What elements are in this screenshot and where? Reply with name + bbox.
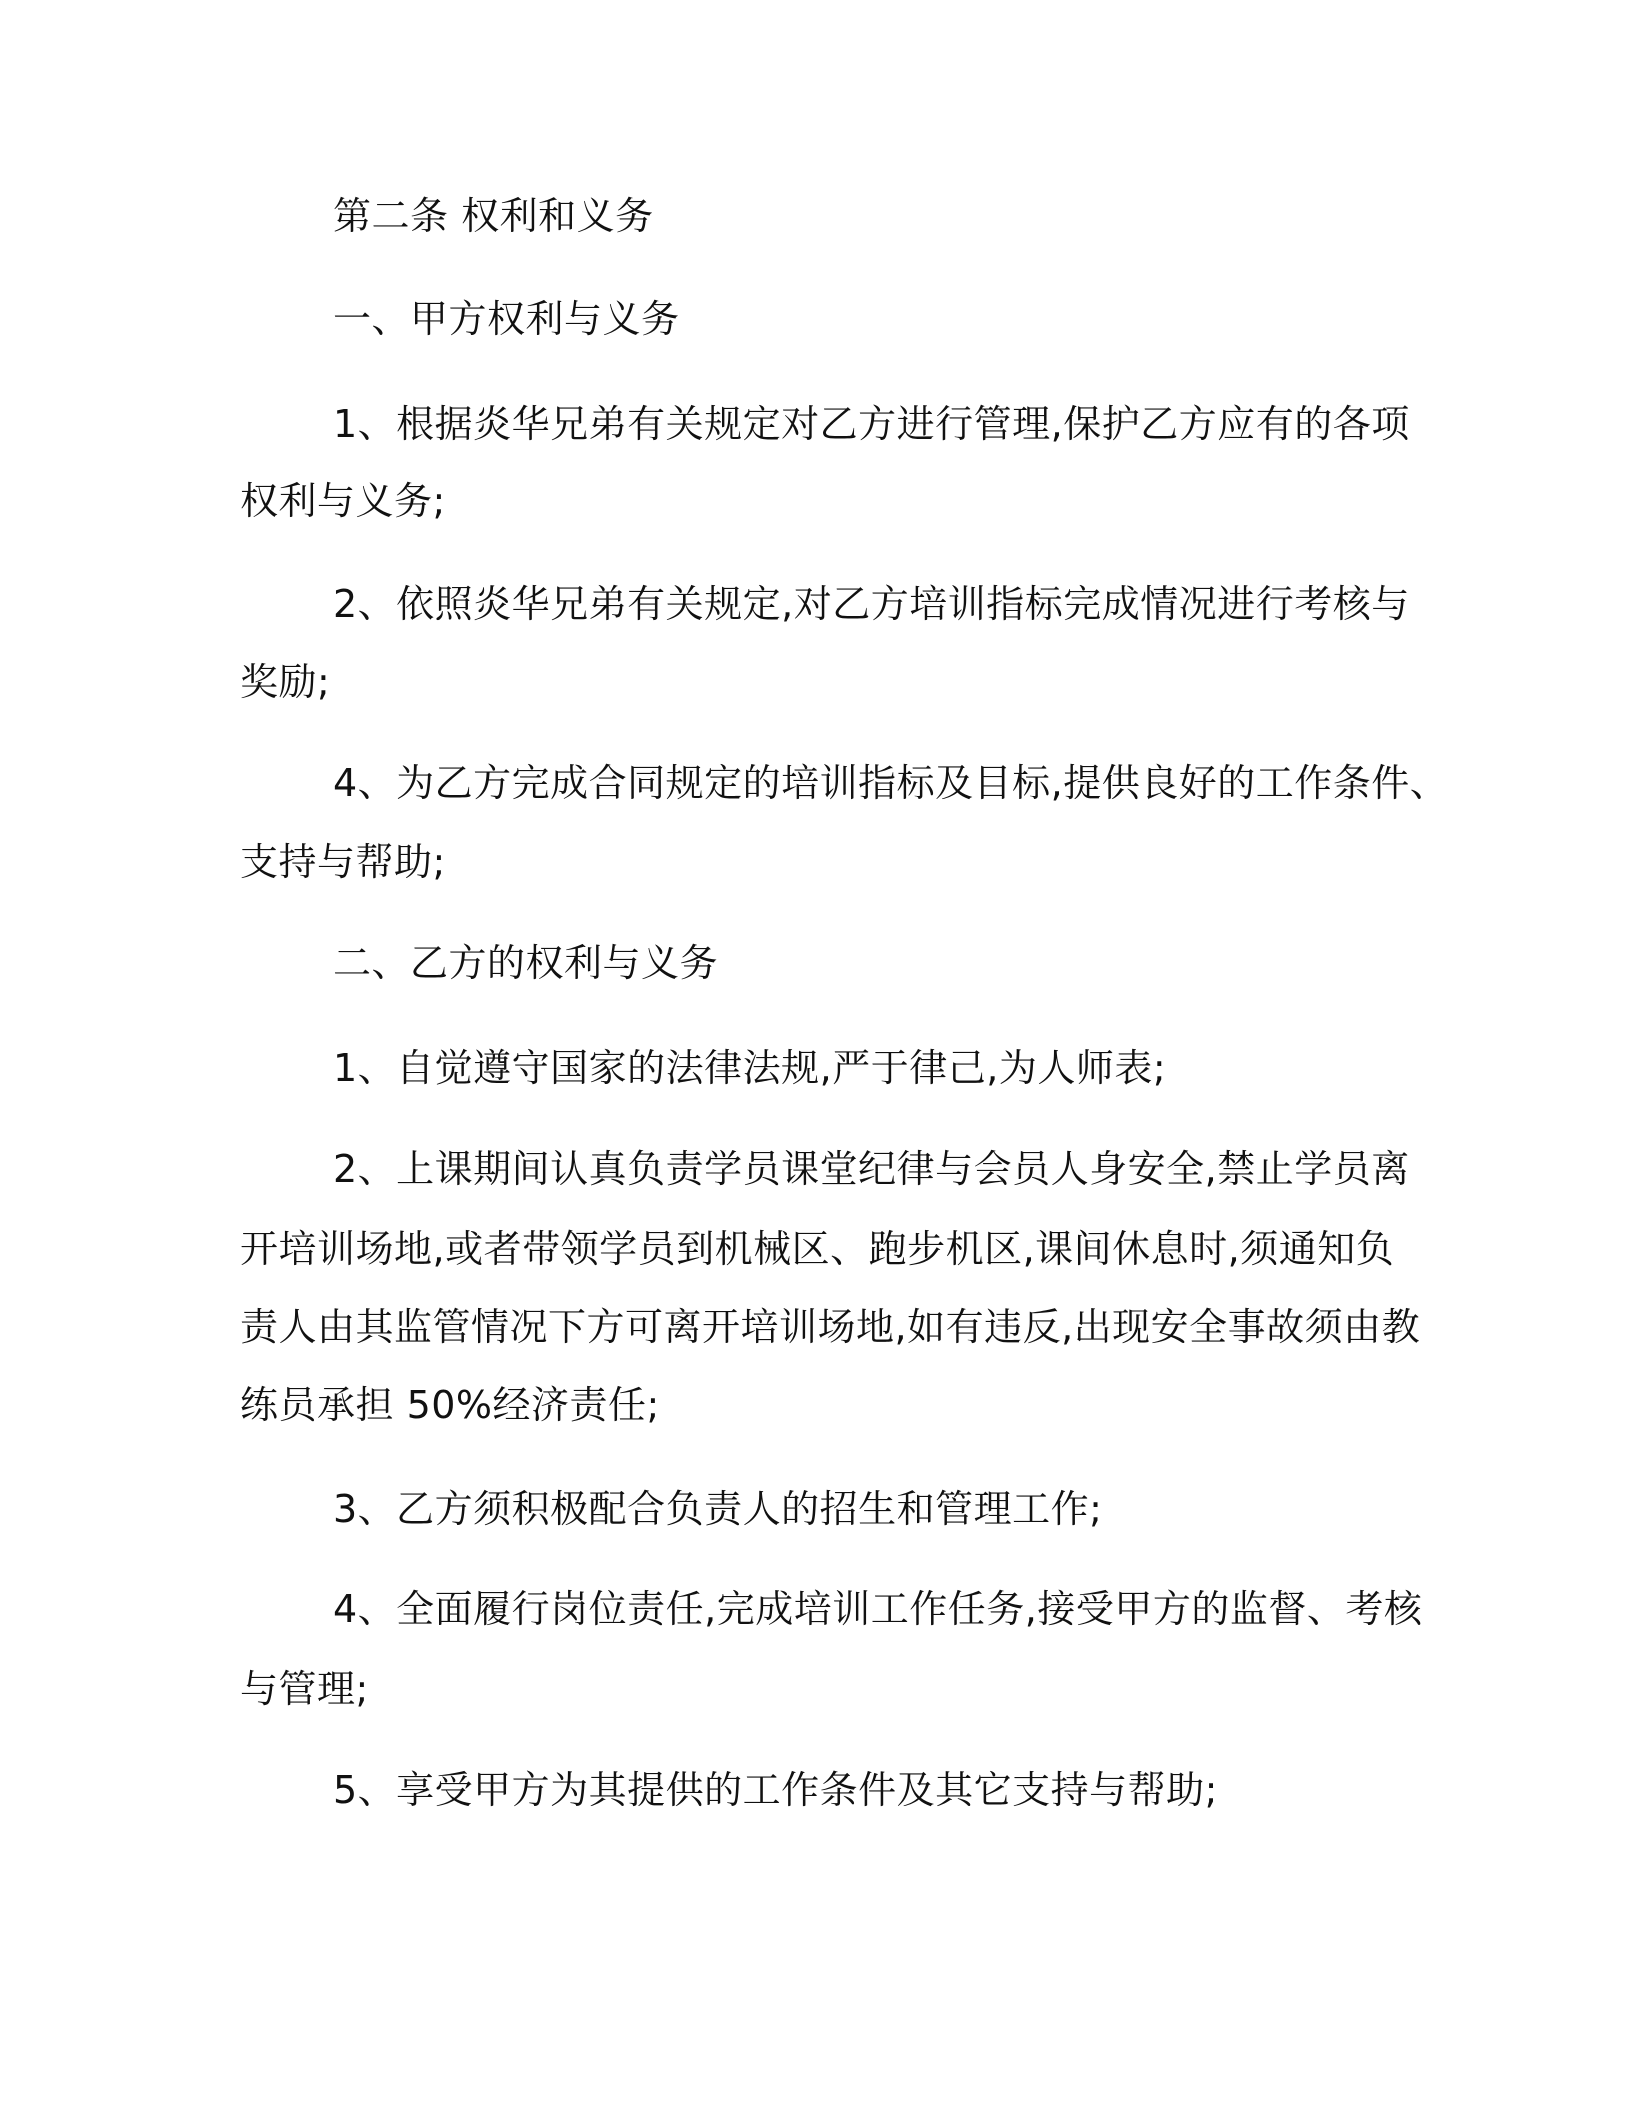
section-b-item-4-line-1: 4、全面履行岗位责任,完成培训工作任务,接受甲方的监督、考核 — [333, 1587, 1423, 1631]
article-heading: 第二条 权利和义务 — [333, 194, 654, 238]
section-a-item-3-line-1: 4、为乙方完成合同规定的培训指标及目标,提供良好的工作条件、 — [333, 761, 1449, 805]
section-b-item-3-line-1: 3、乙方须积极配合负责人的招生和管理工作; — [333, 1487, 1103, 1531]
section-b-title: 二、乙方的权利与义务 — [333, 941, 719, 985]
section-a-item-3-line-2: 支持与帮助; — [240, 840, 446, 884]
section-a-title: 一、甲方权利与义务 — [333, 297, 680, 341]
section-b-item-2-line-2: 开培训场地,或者带领学员到机械区、跑步机区,课间休息时,须通知负 — [240, 1227, 1395, 1271]
section-b-item-5-line-1: 5、享受甲方为其提供的工作条件及其它支持与帮助; — [333, 1768, 1218, 1812]
section-a-item-2-line-1: 2、依照炎华兄弟有关规定,对乙方培训指标完成情况进行考核与 — [333, 582, 1410, 626]
section-b-item-2-line-3: 责人由其监管情况下方可离开培训场地,如有违反,出现安全事故须由教 — [240, 1305, 1421, 1349]
section-a-item-1-line-2: 权利与义务; — [240, 479, 446, 523]
section-b-item-2-line-1: 2、上课期间认真负责学员课堂纪律与会员人身安全,禁止学员离 — [333, 1147, 1410, 1191]
section-a-item-2-line-2: 奖励; — [240, 660, 331, 704]
section-b-item-2-line-4: 练员承担 50%经济责任; — [240, 1383, 660, 1427]
section-b-item-4-line-2: 与管理; — [240, 1667, 369, 1711]
section-b-item-1-line-1: 1、自觉遵守国家的法律法规,严于律己,为人师表; — [333, 1046, 1167, 1090]
section-a-item-1-line-1: 1、根据炎华兄弟有关规定对乙方进行管理,保护乙方应有的各项 — [333, 402, 1410, 446]
